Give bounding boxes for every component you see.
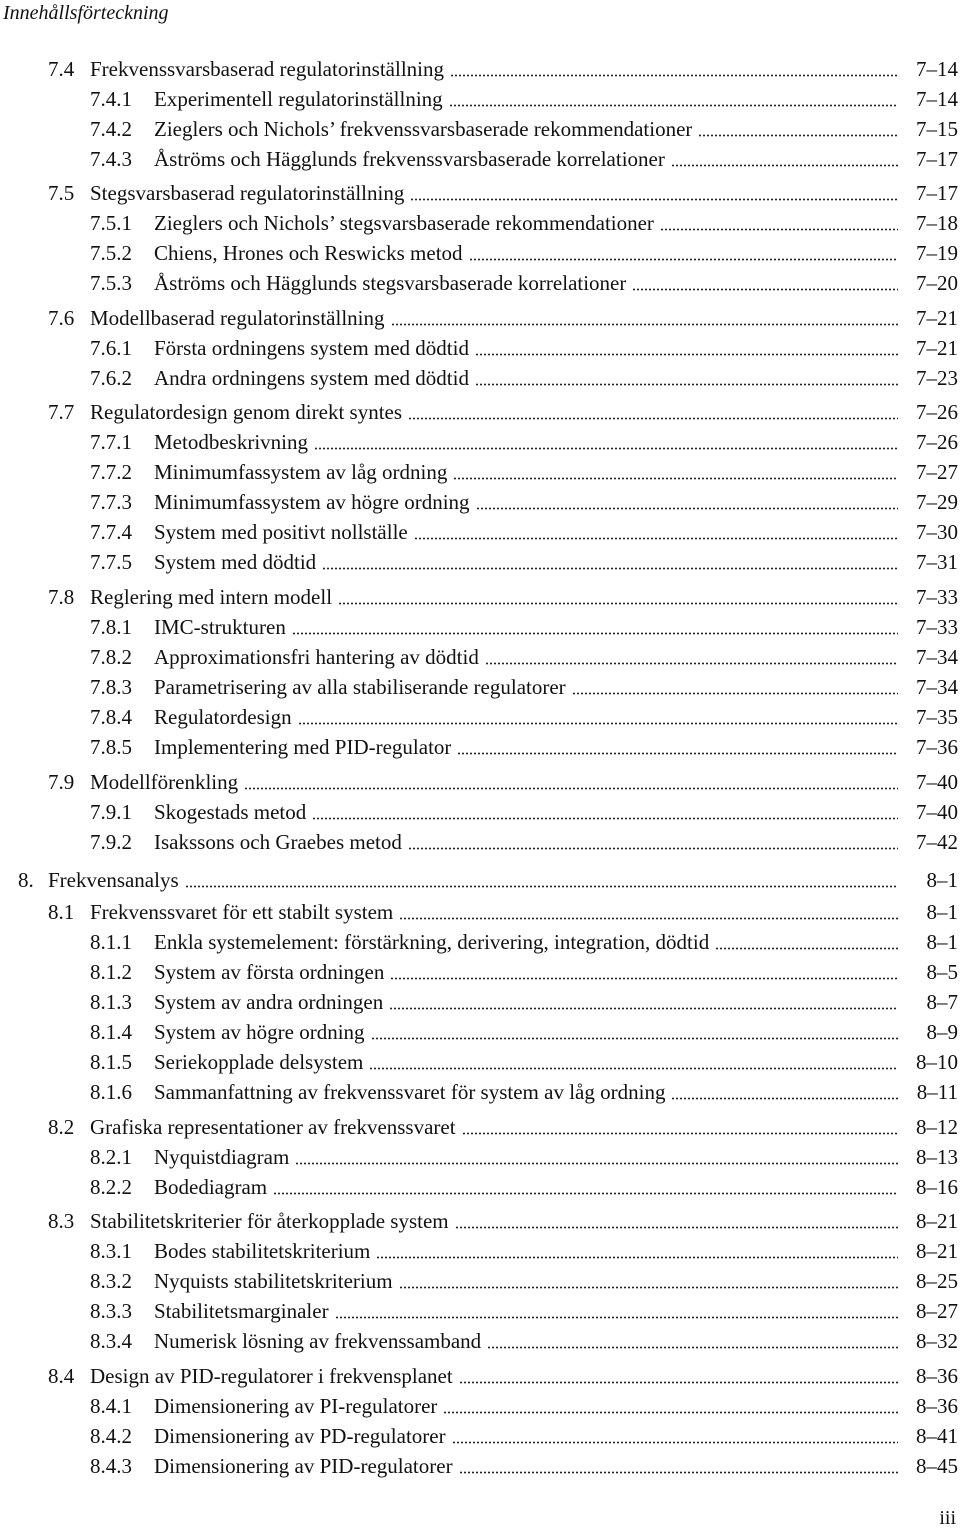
dot-leader (671, 1097, 898, 1100)
toc-entry-number: 8.1.6 (90, 1080, 132, 1104)
toc-entry-number: 7.5.1 (90, 211, 132, 235)
toc-entry-number: 7.6.2 (90, 366, 132, 390)
toc-entry-number: 8.2.1 (90, 1145, 132, 1169)
toc-entry[interactable] (90, 1173, 958, 1201)
toc-entry[interactable] (90, 1078, 958, 1106)
toc-entry[interactable] (18, 866, 958, 894)
toc-entry-page: 8–10 (916, 1050, 958, 1074)
toc-entry-number: 7.4 (48, 57, 75, 81)
toc-entry-title: Implementering med PID-regulator (154, 735, 452, 759)
dot-leader (399, 1286, 898, 1289)
toc-entry-title: System med dödtid (154, 550, 317, 574)
toc-entry-number: 8.3.3 (90, 1299, 132, 1323)
dot-leader (449, 104, 898, 107)
toc-entry-number: 7.7.1 (90, 430, 132, 454)
toc-entry-number: 7.7.3 (90, 490, 132, 514)
toc-entry-number: 8.1.4 (90, 1020, 132, 1044)
dot-leader (391, 323, 898, 326)
toc-entry-number: 7.4.3 (90, 147, 132, 171)
toc-entry-page: 8–5 (926, 960, 958, 984)
toc-entry-title: Andra ordningens system med dödtid (154, 366, 469, 390)
toc-entry-title: Seriekopplade delsystem (154, 1050, 364, 1074)
dot-leader (443, 1411, 898, 1414)
toc-entry-page: 7–36 (916, 735, 958, 759)
toc-entry-page: 8–21 (916, 1239, 958, 1263)
toc-entry-page: 7–23 (916, 366, 958, 390)
dot-leader (298, 722, 898, 725)
toc-entry[interactable] (90, 239, 958, 267)
dot-leader (408, 417, 898, 420)
toc-entry-title: Stegsvarsbaserad regulatorinställning (90, 181, 405, 205)
toc-entry[interactable] (90, 703, 958, 731)
toc-entry[interactable] (90, 988, 958, 1016)
dot-leader (462, 1132, 898, 1135)
toc-entry[interactable] (48, 898, 958, 926)
dot-leader (671, 164, 898, 167)
toc-entry-title: Nyquists stabilitetskriterium (154, 1269, 393, 1293)
toc-entry-page: 7–35 (916, 705, 958, 729)
toc-entry-title: Chiens, Hrones och Reswicks metod (154, 241, 463, 265)
toc-entry-title: Stabilitetsmarginaler (154, 1299, 329, 1323)
toc-entry[interactable] (90, 828, 958, 856)
toc-entry-page: 7–21 (916, 306, 958, 330)
toc-entry[interactable] (90, 1267, 958, 1295)
toc-entry-number: 7.9.2 (90, 830, 132, 854)
toc-entry-number: 7.8.2 (90, 645, 132, 669)
toc-entry-title: Regulatordesign (154, 705, 292, 729)
dot-leader (698, 134, 898, 137)
dot-leader (314, 447, 898, 450)
toc-entry-title: Dimensionering av PID-regulatorer (154, 1454, 453, 1478)
dot-leader (273, 1192, 898, 1195)
toc-entry[interactable] (90, 145, 958, 173)
toc-entry-page: 8–1 (926, 930, 958, 954)
toc-entry-title: Modellförenkling (90, 770, 239, 794)
toc-entry[interactable] (90, 85, 958, 113)
toc-entry[interactable] (90, 1422, 958, 1450)
toc-entry-number: 7.7 (48, 400, 75, 424)
toc-entry-number: 7.7.2 (90, 460, 132, 484)
page-number: iii (939, 1507, 956, 1529)
toc-entry-page: 7–26 (916, 400, 958, 424)
toc-entry[interactable] (48, 398, 958, 426)
dot-leader (295, 1162, 898, 1165)
dot-leader (459, 1381, 898, 1384)
toc-entry-title: Isakssons och Graebes metod (154, 830, 402, 854)
toc-entry-number: 7.9.1 (90, 800, 132, 824)
toc-entry[interactable] (90, 458, 958, 486)
toc-entry-page: 7–42 (916, 830, 958, 854)
toc-entry[interactable] (90, 334, 958, 362)
toc-entry-title: IMC-strukturen (154, 615, 286, 639)
toc-entry[interactable] (90, 643, 958, 671)
toc-entry-number: 8.3 (48, 1209, 75, 1233)
toc-entry[interactable] (90, 613, 958, 641)
toc-entry-page: 8–25 (916, 1269, 958, 1293)
toc-entry-title: Zieglers och Nichols’ frekvenssvarsbaserade rekommendationer (154, 117, 693, 141)
toc-entry-number: 7.4.2 (90, 117, 132, 141)
dot-leader (244, 787, 898, 790)
dot-leader (457, 752, 898, 755)
toc-entry[interactable] (90, 958, 958, 986)
toc-entry[interactable] (48, 55, 958, 83)
toc-entry[interactable] (48, 768, 958, 796)
toc-entry-title: Dimensionering av PD-regulatorer (154, 1424, 446, 1448)
toc-entry-page: 7–29 (916, 490, 958, 514)
toc-entry[interactable] (48, 1207, 958, 1235)
toc-entry[interactable] (90, 548, 958, 576)
toc-entry-page: 7–31 (916, 550, 958, 574)
toc-entry-page: 7–20 (916, 271, 958, 295)
toc-entry-number: 8.1.3 (90, 990, 132, 1014)
dot-leader (450, 74, 898, 77)
toc-entry[interactable] (90, 115, 958, 143)
toc-entry-page: 7–34 (916, 675, 958, 699)
toc-entry[interactable] (90, 1237, 958, 1265)
dot-leader (459, 1471, 898, 1474)
toc-entry[interactable] (48, 304, 958, 332)
toc-entry-page: 7–17 (916, 181, 958, 205)
toc-entry-number: 7.5.2 (90, 241, 132, 265)
toc-entry-page: 8–12 (916, 1115, 958, 1139)
dot-leader (369, 1067, 898, 1070)
toc-entry-page: 7–15 (916, 117, 958, 141)
toc-entry-page: 8–13 (916, 1145, 958, 1169)
toc-entry-title: Åströms och Hägglunds stegsvarsbaserade korrelationer (154, 271, 627, 295)
toc-entry-page: 7–30 (916, 520, 958, 544)
dot-leader (572, 692, 898, 695)
toc-entry[interactable] (90, 1452, 958, 1480)
toc-entry-number: 8.4.3 (90, 1454, 132, 1478)
dot-leader (410, 198, 898, 201)
toc-entry-page: 7–40 (916, 800, 958, 824)
dot-leader (338, 602, 898, 605)
dot-leader (455, 1226, 898, 1229)
toc-entry-page: 7–21 (916, 336, 958, 360)
toc-entry[interactable] (48, 1113, 958, 1141)
toc-entry-page: 8–1 (926, 900, 958, 924)
toc-entry-number: 8. (18, 868, 34, 892)
toc-entry-number: 7.7.5 (90, 550, 132, 574)
toc-entry-page: 8–11 (916, 1080, 958, 1104)
dot-leader (335, 1316, 898, 1319)
dot-leader (475, 353, 898, 356)
toc-entry-title: Sammanfattning av frekvenssvaret för system av låg ordning (154, 1080, 666, 1104)
dot-leader (469, 258, 898, 261)
toc-entry[interactable] (90, 1327, 958, 1355)
dot-leader (399, 917, 898, 920)
toc-entry-title: Minimumfassystem av högre ordning (154, 490, 470, 514)
toc-entry-page: 8–36 (916, 1364, 958, 1388)
dot-leader (389, 1007, 898, 1010)
toc-entry[interactable] (48, 583, 958, 611)
toc-entry[interactable] (90, 364, 958, 392)
dot-leader (390, 977, 898, 980)
toc-entry-title: Approximationsfri hantering av dödtid (154, 645, 479, 669)
toc-entry-page: 7–18 (916, 211, 958, 235)
toc-entry-number: 7.8.1 (90, 615, 132, 639)
dot-leader (487, 1346, 898, 1349)
toc-entry[interactable] (90, 733, 958, 761)
toc-entry-title: Modellbaserad regulatorinställning (90, 306, 385, 330)
toc-entry-page: 8–7 (926, 990, 958, 1014)
toc-entry-number: 8.3.1 (90, 1239, 132, 1263)
dot-leader (322, 567, 898, 570)
toc-entry[interactable] (90, 1297, 958, 1325)
toc-entry-page: 7–14 (916, 87, 958, 111)
dot-leader (715, 947, 898, 950)
toc-entry-number: 8.4 (48, 1364, 75, 1388)
toc-entry-page: 8–1 (926, 868, 958, 892)
toc-entry-number: 8.1.5 (90, 1050, 132, 1074)
toc-entry-page: 8–9 (926, 1020, 958, 1044)
toc-entry[interactable] (90, 928, 958, 956)
toc-entry-title: Reglering med intern modell (90, 585, 333, 609)
toc-header: Innehållsförteckning (3, 2, 169, 24)
toc-entry-title: Frekvenssvaret för ett stabilt system (90, 900, 394, 924)
toc-entry[interactable] (90, 209, 958, 237)
toc-entry-page: 8–21 (916, 1209, 958, 1233)
toc-entry-page: 7–33 (916, 585, 958, 609)
toc-entry-title: Zieglers och Nichols’ stegsvarsbaserade rekommendationer (154, 211, 654, 235)
toc-entry-number: 7.8 (48, 585, 75, 609)
toc-entry-number: 7.9 (48, 770, 75, 794)
toc-entry[interactable] (48, 1362, 958, 1390)
toc-entry-page: 7–27 (916, 460, 958, 484)
toc-entry-number: 8.2.2 (90, 1175, 132, 1199)
toc-entry[interactable] (90, 1392, 958, 1420)
toc-entry-number: 7.7.4 (90, 520, 132, 544)
toc-entry[interactable] (90, 269, 958, 297)
toc-entry-number: 8.3.4 (90, 1329, 132, 1353)
toc-entry-page: 7–26 (916, 430, 958, 454)
toc-entry-number: 8.1 (48, 900, 75, 924)
toc-entry-title: Experimentell regulatorinställning (154, 87, 443, 111)
toc-entry-page: 7–19 (916, 241, 958, 265)
dot-leader (376, 1256, 898, 1259)
toc-entry-title: System av första ordningen (154, 960, 385, 984)
toc-entry-title: Stabilitetskriterier för återkopplade system (90, 1209, 449, 1233)
toc-entry-title: Enkla systemelement: förstärkning, derivering, integration, dödtid (154, 930, 710, 954)
toc-entry-page: 7–34 (916, 645, 958, 669)
dot-leader (485, 662, 898, 665)
toc-entry-title: Skogestads metod (154, 800, 307, 824)
toc-entry-page: 7–40 (916, 770, 958, 794)
toc-entry-title: Nyquistdiagram (154, 1145, 290, 1169)
toc-entry-number: 8.3.2 (90, 1269, 132, 1293)
toc-entry-page: 8–36 (916, 1394, 958, 1418)
toc-entry-title: Bodes stabilitetskriterium (154, 1239, 371, 1263)
dot-leader (414, 537, 898, 540)
toc-entry-title: Metodbeskrivning (154, 430, 308, 454)
toc-entry-page: 8–32 (916, 1329, 958, 1353)
toc-entry-page: 7–17 (916, 147, 958, 171)
toc-entry-title: Åströms och Hägglunds frekvenssvarsbaserade korrelationer (154, 147, 665, 171)
toc-entry[interactable] (90, 673, 958, 701)
toc-entry-number: 7.8.4 (90, 705, 132, 729)
toc-entry-title: Frekvenssvarsbaserad regulatorinställning (90, 57, 444, 81)
dot-leader (660, 228, 898, 231)
toc-entry-number: 7.6 (48, 306, 75, 330)
toc-entry-title: Dimensionering av PI-regulatorer (154, 1394, 438, 1418)
dot-leader (292, 632, 898, 635)
toc-entry-title: System med positivt nollställe (154, 520, 408, 544)
dot-leader (408, 847, 898, 850)
toc-entry-title: Minimumfassystem av låg ordning (154, 460, 448, 484)
toc-entry-page: 8–41 (916, 1424, 958, 1448)
toc-entry-title: Frekvensanalys (48, 868, 179, 892)
toc-entry-number: 8.4.2 (90, 1424, 132, 1448)
toc-entry-title: Design av PID-regulatorer i frekvensplanet (90, 1364, 453, 1388)
dot-leader (632, 288, 898, 291)
toc-entry-page: 7–33 (916, 615, 958, 639)
toc-entry-title: Grafiska representationer av frekvenssvaret (90, 1115, 456, 1139)
toc-entry-title: System av andra ordningen (154, 990, 384, 1014)
toc-entry[interactable] (90, 1018, 958, 1046)
toc-entry-number: 7.6.1 (90, 336, 132, 360)
toc-entry-title: System av högre ordning (154, 1020, 365, 1044)
toc-entry-number: 7.5 (48, 181, 75, 205)
toc-entry-number: 7.4.1 (90, 87, 132, 111)
toc-entry-number: 7.5.3 (90, 271, 132, 295)
toc-entry-number: 8.4.1 (90, 1394, 132, 1418)
toc-entry-number: 8.2 (48, 1115, 75, 1139)
toc-entry-page: 7–14 (916, 57, 958, 81)
toc-entry-number: 8.1.2 (90, 960, 132, 984)
toc-entry-number: 7.8.3 (90, 675, 132, 699)
toc-entry[interactable] (90, 798, 958, 826)
toc-entry[interactable] (90, 518, 958, 546)
dot-leader (452, 1441, 898, 1444)
toc-entry-page: 8–27 (916, 1299, 958, 1323)
toc-entry-page: 8–16 (916, 1175, 958, 1199)
toc-entry-title: Numerisk lösning av frekvenssamband (154, 1329, 482, 1353)
toc-entry[interactable] (48, 179, 958, 207)
toc-entry-page: 8–45 (916, 1454, 958, 1478)
dot-leader (475, 383, 898, 386)
dot-leader (476, 507, 898, 510)
toc-entry[interactable] (90, 1048, 958, 1076)
toc-entry-number: 8.1.1 (90, 930, 132, 954)
toc-entry-title: Regulatordesign genom direkt syntes (90, 400, 403, 424)
toc-entry[interactable] (90, 488, 958, 516)
toc-entry-title: Bodediagram (154, 1175, 268, 1199)
toc-entry-title: Första ordningens system med dödtid (154, 336, 469, 360)
dot-leader (453, 477, 898, 480)
toc-entry-number: 7.8.5 (90, 735, 132, 759)
toc-entry-title: Parametrisering av alla stabiliserande regulatorer (154, 675, 566, 699)
dot-leader (185, 885, 898, 888)
dot-leader (371, 1037, 898, 1040)
toc-entry[interactable] (90, 428, 958, 456)
toc-entry[interactable] (90, 1143, 958, 1171)
dot-leader (312, 817, 898, 820)
